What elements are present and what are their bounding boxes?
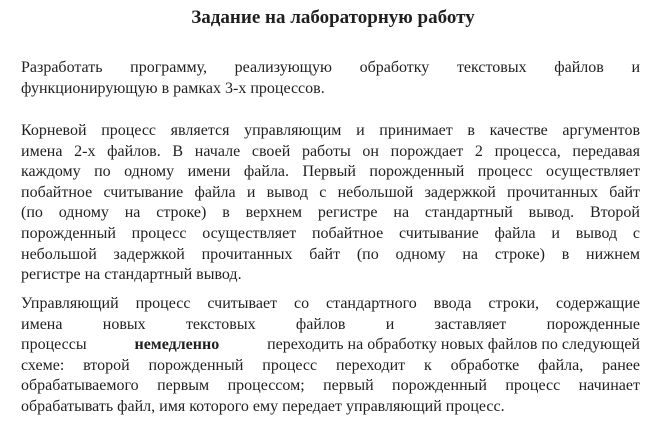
paragraph-line: небольшой задержкой прочитанных байт (по одному на строке) в нижнем <box>21 245 640 263</box>
paragraph-2 <box>21 121 640 286</box>
paragraph-line: Управляющий процесс считывает со стандартного ввода строки, содержащие <box>21 295 640 312</box>
paragraph-3 <box>21 294 640 418</box>
paragraph-line: функционирующую в рамках 3-х процессов. <box>21 79 325 97</box>
paragraph-line: имена 2-х файлов. В начале своей работы он порождает 2 процесса, передавая <box>21 142 640 160</box>
paragraph-line: Корневой процесс является управляющим и принимает в качестве аргументов <box>21 122 640 139</box>
paragraph-line: обрабатываемого первым процессом; первый порожденный процесс начинает <box>21 377 640 395</box>
paragraph-line: обрабатывать файл, имя которого ему передает управляющий процесс. <box>21 397 505 415</box>
paragraph-line: порожденный процесс осуществляет побайтное считывание файла и вывод с <box>21 224 640 242</box>
paragraph-1 <box>21 58 640 99</box>
paragraph-line: регистре на стандартный вывод. <box>21 266 242 284</box>
document-title: Задание на лабораторную работу <box>191 7 475 28</box>
line-text-before: процессы <box>21 336 87 354</box>
paragraph-line-emphasis <box>21 335 640 356</box>
paragraph-line: (по одному на строке) в верхнем регистре на стандартный вывод. Второй <box>21 204 640 222</box>
emphasis-word: немедленно <box>134 336 220 354</box>
paragraph-line: схеме: второй порожденный процесс переходит к обработке файла, ранее <box>21 356 640 374</box>
paragraph-line: имена новых текстовых файлов и заставляет порожденные <box>21 315 640 333</box>
paragraph-line: Разработать программу, реализующую обработку текстовых файлов и <box>21 59 640 76</box>
paragraph-line: каждому по одному имени файла. Первый порожденный процесс осуществляет <box>21 163 640 181</box>
line-text-after: переходить на обработку новых файлов по следующей <box>267 336 640 354</box>
paragraph-line: побайтное считывание файла и вывод с небольшой задержкой прочитанных байт <box>21 183 640 201</box>
